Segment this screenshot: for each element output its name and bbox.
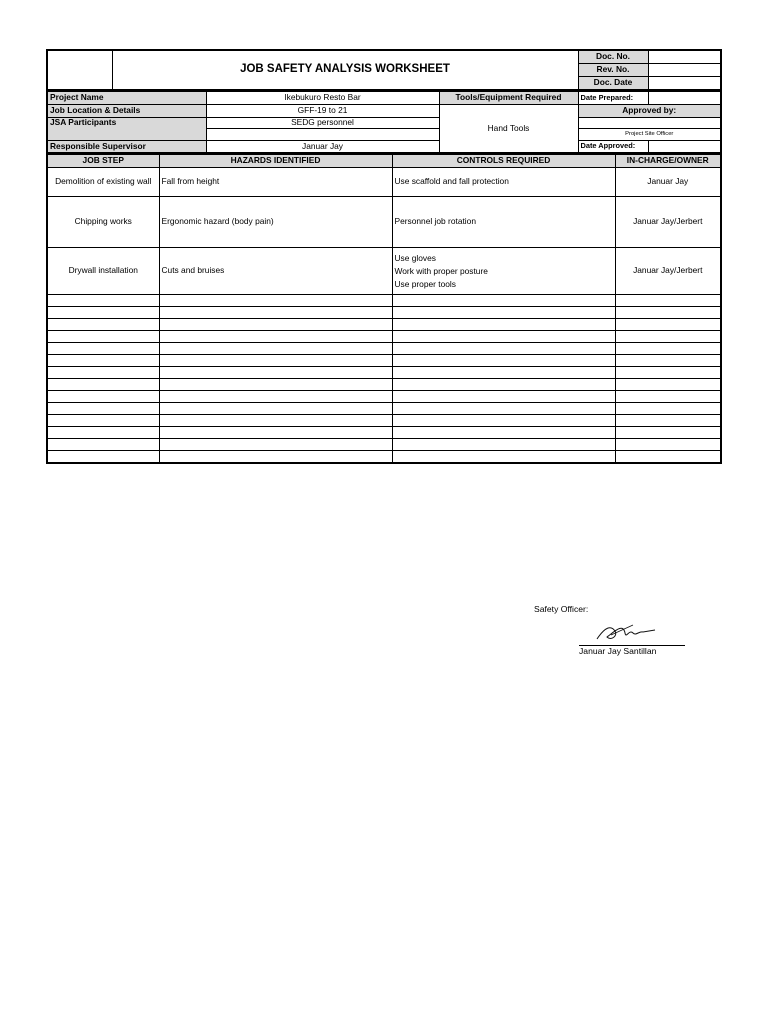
empty-cell <box>392 331 615 343</box>
rev-no-value <box>648 64 721 77</box>
col-job-step: JOB STEP <box>47 155 159 168</box>
empty-cell <box>615 451 721 463</box>
empty-cell <box>159 331 392 343</box>
job-location-value: GFF-19 to 21 <box>206 105 439 118</box>
empty-cell <box>159 319 392 331</box>
controls-cell: Personnel job rotation <box>392 197 615 248</box>
empty-cell <box>615 391 721 403</box>
tools-label: Tools/Equipment Required <box>439 92 578 105</box>
empty-cell <box>47 343 159 355</box>
controls-cell: Use scaffold and fall protection <box>392 168 615 197</box>
job-location-label: Job Location & Details <box>47 105 206 118</box>
empty-cell <box>392 367 615 379</box>
empty-cell <box>47 319 159 331</box>
empty-rows <box>47 295 721 463</box>
empty-cell <box>47 355 159 367</box>
empty-cell <box>392 451 615 463</box>
empty-cell <box>159 295 392 307</box>
col-hazards: HAZARDS IDENTIFIED <box>159 155 392 168</box>
empty-table-row <box>47 331 721 343</box>
empty-table-row <box>47 355 721 367</box>
empty-table-row <box>47 319 721 331</box>
empty-table-row <box>47 439 721 451</box>
supervisor-value: Januar Jay <box>206 140 439 153</box>
empty-table-row <box>47 415 721 427</box>
table-row <box>47 168 721 197</box>
project-info-table <box>46 91 722 154</box>
empty-cell <box>615 379 721 391</box>
empty-cell <box>615 439 721 451</box>
empty-cell <box>47 451 159 463</box>
empty-table-row <box>47 391 721 403</box>
safety-officer-name: Januar Jay Santillan <box>579 646 657 656</box>
empty-cell <box>392 403 615 415</box>
header-table <box>46 49 722 91</box>
approved-by-label: Approved by: <box>578 105 721 118</box>
empty-cell <box>159 367 392 379</box>
col-owner: IN-CHARGE/OWNER <box>615 155 721 168</box>
empty-cell <box>615 343 721 355</box>
project-name-value: Ikebukuro Resto Bar <box>206 92 439 105</box>
empty-cell <box>47 415 159 427</box>
document-title: JOB SAFETY ANALYSIS WORKSHEET <box>112 50 578 90</box>
doc-date-value <box>648 77 721 91</box>
date-approved-label: Date Approved: <box>578 140 648 153</box>
doc-date-label: Doc. Date <box>578 77 648 91</box>
owner-cell: Januar Jay <box>615 168 721 197</box>
empty-cell <box>47 307 159 319</box>
date-approved-value <box>648 140 721 153</box>
empty-cell <box>392 427 615 439</box>
empty-cell <box>159 307 392 319</box>
owner-cell: Januar Jay/Jerbert <box>615 248 721 295</box>
empty-cell <box>47 379 159 391</box>
table-row <box>47 197 721 248</box>
job-step-cell: Demolition of existing wall <box>47 168 159 197</box>
empty-cell <box>47 295 159 307</box>
empty-cell <box>392 307 615 319</box>
control-item: Use proper tools <box>394 278 456 289</box>
participants-value: SEDG personnel <box>206 118 439 129</box>
empty-cell <box>392 319 615 331</box>
empty-cell <box>159 355 392 367</box>
handwritten-signature <box>593 621 657 645</box>
empty-cell <box>159 391 392 403</box>
table-row <box>47 248 721 295</box>
empty-cell <box>615 295 721 307</box>
col-controls: CONTROLS REQUIRED <box>392 155 615 168</box>
approver-role: Project Site Officer <box>578 128 721 140</box>
date-prepared-label: Date Prepared: <box>578 92 648 105</box>
empty-table-row <box>47 379 721 391</box>
doc-no-label: Doc. No. <box>578 50 648 64</box>
empty-cell <box>392 295 615 307</box>
empty-cell <box>392 439 615 451</box>
safety-officer-label: Safety Officer: <box>534 604 589 614</box>
empty-cell <box>392 415 615 427</box>
control-item: Use gloves <box>394 252 436 263</box>
empty-cell <box>47 367 159 379</box>
empty-cell <box>615 367 721 379</box>
empty-table-row <box>47 295 721 307</box>
project-name-label: Project Name <box>47 92 206 105</box>
control-item: Work with proper posture <box>394 265 488 276</box>
empty-table-row <box>47 307 721 319</box>
participants-label: JSA Participants <box>47 118 206 141</box>
empty-cell <box>159 403 392 415</box>
empty-cell <box>615 427 721 439</box>
empty-cell <box>615 403 721 415</box>
hazard-cell: Cuts and bruises <box>159 248 392 295</box>
logo-cell <box>47 50 112 90</box>
empty-table-row <box>47 451 721 463</box>
hazard-cell: Fall from height <box>159 168 392 197</box>
empty-cell <box>392 391 615 403</box>
empty-cell <box>159 439 392 451</box>
approver-signature-cell <box>578 118 721 129</box>
date-prepared-value <box>648 92 721 105</box>
job-step-cell: Chipping works <box>47 197 159 248</box>
empty-cell <box>159 427 392 439</box>
empty-cell <box>47 403 159 415</box>
empty-cell <box>615 307 721 319</box>
jsa-worksheet <box>46 49 720 464</box>
empty-cell <box>47 439 159 451</box>
empty-cell <box>615 331 721 343</box>
empty-table-row <box>47 343 721 355</box>
empty-table-row <box>47 403 721 415</box>
participants-extra <box>206 128 439 140</box>
empty-cell <box>392 355 615 367</box>
empty-cell <box>392 379 615 391</box>
empty-cell <box>615 319 721 331</box>
empty-cell <box>159 343 392 355</box>
empty-table-row <box>47 367 721 379</box>
empty-cell <box>392 343 615 355</box>
tools-value: Hand Tools <box>439 105 578 154</box>
empty-cell <box>47 331 159 343</box>
job-step-cell: Drywall installation <box>47 248 159 295</box>
empty-cell <box>615 415 721 427</box>
empty-cell <box>159 415 392 427</box>
empty-cell <box>159 451 392 463</box>
supervisor-label: Responsible Supervisor <box>47 140 206 153</box>
empty-cell <box>47 391 159 403</box>
hazard-cell: Ergonomic hazard (body pain) <box>159 197 392 248</box>
hazard-table <box>46 154 722 464</box>
empty-cell <box>615 355 721 367</box>
empty-table-row <box>47 427 721 439</box>
rev-no-label: Rev. No. <box>578 64 648 77</box>
empty-cell <box>159 379 392 391</box>
doc-no-value <box>648 50 721 64</box>
empty-cell <box>47 427 159 439</box>
owner-cell: Januar Jay/Jerbert <box>615 197 721 248</box>
controls-cell <box>392 248 615 295</box>
